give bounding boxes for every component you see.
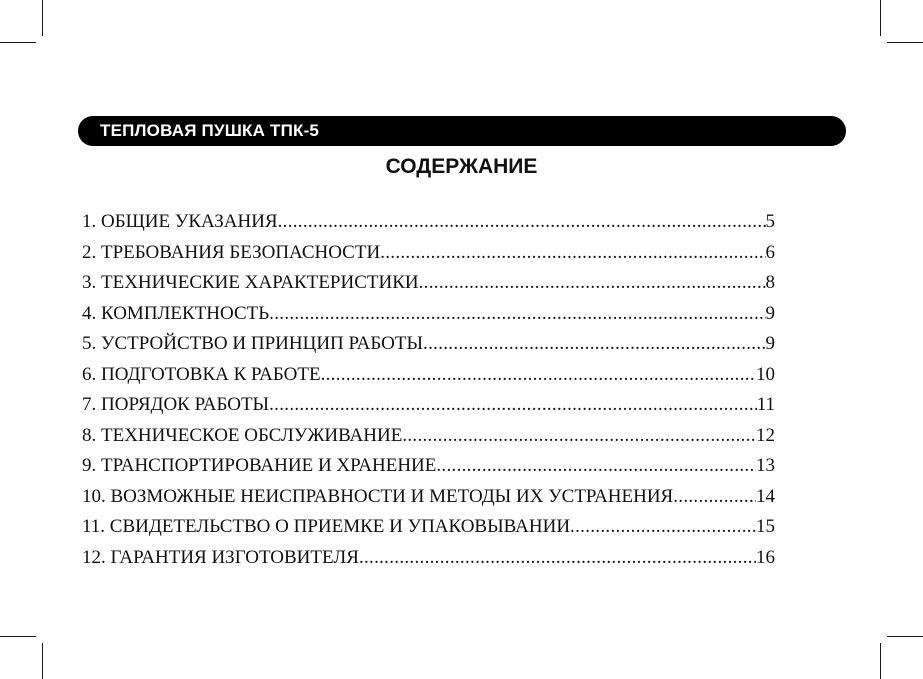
- toc-dot-leader: [402, 421, 756, 452]
- toc-entry-1: [82, 207, 775, 238]
- toc-entry-label: 3. ТЕХНИЧЕСКИЕ ХАРАКТЕРИСТИКИ: [82, 272, 419, 293]
- toc-entry-page: 12: [756, 424, 775, 446]
- crop-mark-bottom-left-vertical: [42, 643, 43, 679]
- crop-mark-top-left-horizontal: [0, 42, 36, 43]
- toc-entry-4: [82, 299, 775, 330]
- crop-mark-bottom-right-horizontal: [887, 636, 923, 637]
- toc-entry-page: 9: [765, 302, 775, 324]
- toc-entry-page: 16: [756, 546, 775, 568]
- toc-dot-leader: [423, 329, 765, 360]
- toc-entry-label: 7. ПОРЯДОК РАБОТЫ: [82, 394, 270, 415]
- toc-entry-label: 2. ТРЕБОВАНИЯ БЕЗОПАСНОСТИ: [82, 241, 381, 263]
- toc-dot-leader: [673, 482, 756, 513]
- toc-entry-9: [82, 451, 775, 482]
- toc-dot-leader: [359, 543, 756, 574]
- toc-entry-label: 4. КОМПЛЕКТНОСТЬ: [82, 302, 270, 324]
- toc-entry-5: [82, 329, 775, 360]
- crop-mark-top-right-horizontal: [887, 42, 923, 43]
- toc-entry-label: 11. СВИДЕТЕЛЬСТВО О ПРИЕМКЕ И УПАКОВЫВАНИИ: [82, 516, 571, 537]
- toc-entry-page: 9: [765, 333, 775, 354]
- toc-entry-label: 10. ВОЗМОЖНЫЕ НЕИСПРАВНОСТИ И МЕТОДЫ ИХ УСТРАНЕНИЯ: [82, 485, 674, 507]
- toc-dot-leader: [570, 512, 756, 543]
- crop-mark-bottom-right-vertical: [880, 643, 881, 679]
- toc-entry-label: 9. ТРАНСПОРТИРОВАНИЕ И ХРАНЕНИЕ: [82, 455, 437, 476]
- crop-mark-bottom-left-horizontal: [0, 636, 36, 637]
- toc-dot-leader: [436, 451, 756, 482]
- page-title: СОДЕРЖАНИЕ: [385, 155, 538, 178]
- toc-entry-page: 14: [756, 485, 775, 507]
- table-of-contents: [82, 207, 775, 573]
- toc-entry-label: 8. ТЕХНИЧЕСКОЕ ОБСЛУЖИВАНИЕ: [82, 424, 403, 446]
- toc-entry-7: [82, 390, 775, 421]
- toc-dot-leader: [269, 299, 765, 330]
- toc-dot-leader: [380, 238, 765, 269]
- toc-entry-label: 5. УСТРОЙСТВО И ПРИНЦИП РАБОТЫ: [82, 333, 424, 354]
- crop-mark-top-right-vertical: [880, 0, 881, 36]
- toc-dot-leader: [321, 360, 756, 391]
- toc-entry-page: 8: [765, 272, 775, 293]
- toc-entry-page: 15: [756, 516, 775, 537]
- toc-entry-page: 11: [756, 394, 775, 415]
- toc-entry-10: [82, 482, 775, 513]
- toc-entry-8: [82, 421, 775, 452]
- toc-dot-leader: [419, 268, 766, 299]
- toc-dot-leader: [269, 390, 757, 421]
- header-title: ТЕПЛОВАЯ ПУШКА ТПК-5: [100, 121, 320, 140]
- toc-entry-6: [82, 360, 775, 391]
- toc-entry-3: [82, 268, 775, 299]
- toc-entry-page: 10: [756, 363, 775, 385]
- toc-entry-page: 6: [765, 241, 775, 263]
- crop-mark-top-left-vertical: [42, 0, 43, 36]
- toc-entry-page: 5: [765, 211, 775, 232]
- toc-entry-label: 12. ГАРАНТИЯ ИЗГОТОВИТЕЛЯ: [82, 546, 359, 568]
- toc-entry-12: [82, 543, 775, 574]
- toc-entry-label: 1. ОБЩИЕ УКАЗАНИЯ: [82, 211, 278, 232]
- toc-entry-label: 6. ПОДГОТОВКА К РАБОТЕ: [82, 363, 321, 385]
- header-bar: [78, 116, 846, 146]
- toc-entry-2: [82, 238, 775, 269]
- toc-entry-11: [82, 512, 775, 543]
- toc-dot-leader: [278, 207, 766, 238]
- toc-entry-page: 13: [756, 455, 775, 476]
